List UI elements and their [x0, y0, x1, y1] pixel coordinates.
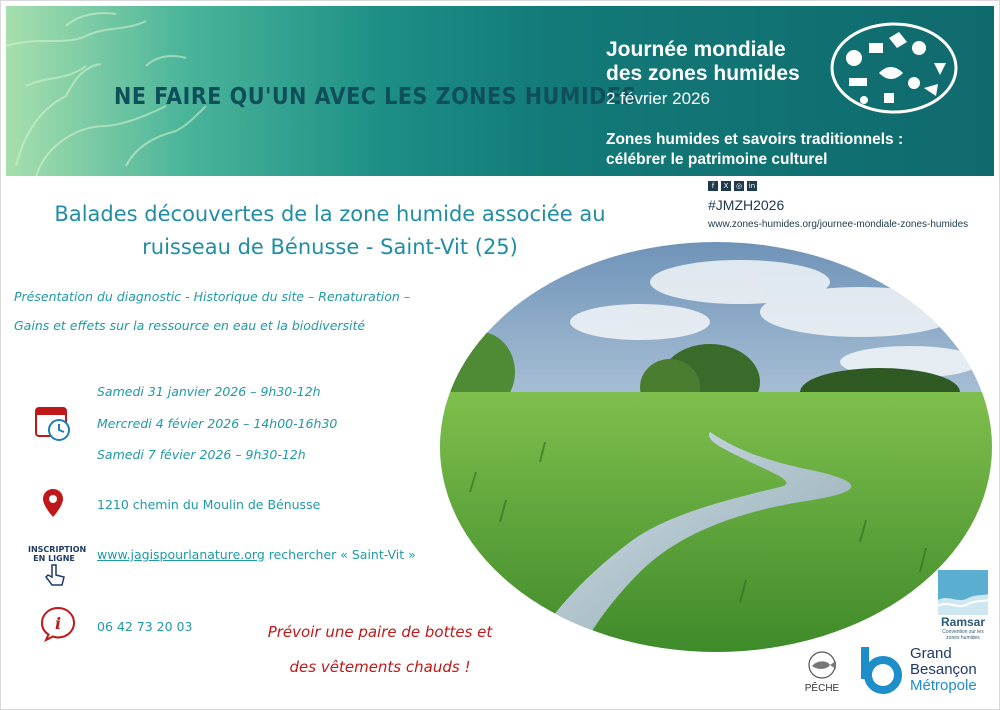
event-theme [606, 130, 903, 170]
inscription-badge [28, 545, 87, 591]
ramsar-caption: Convention sur les zones humides [942, 629, 984, 641]
banner-slogan: NE FAIRE QU'UN AVEC LES ZONES HUMIDES [114, 84, 637, 110]
title-line2: ruisseau de Bénusse - Saint-Vit (25) [142, 235, 518, 259]
page-title [20, 198, 640, 264]
grand-besancon-metropole-logo [910, 646, 977, 694]
date-3: Samedi 7 févier 2026 – 9h30-12h [97, 447, 306, 462]
grand-besancon-b-icon [857, 645, 903, 695]
date-1: Samedi 31 janvier 2026 – 9h30-12h [97, 384, 321, 399]
inscription-badge-line1: INSCRIPTION [28, 545, 87, 554]
calendar-clock-icon [34, 404, 74, 444]
theme-line2: célébrer le patrimoine culturel [606, 151, 828, 168]
fish-icon [802, 650, 842, 680]
event-title-line1: Journée mondiale [606, 38, 786, 61]
event-date: 2 février 2026 [606, 89, 710, 108]
gbm-line2: Besançon [910, 661, 977, 678]
subtitle-line1: Présentation du diagnostic - Historique du site – Renaturation – [14, 289, 411, 304]
event-title [606, 38, 800, 112]
registration-link[interactable]: www.jagispourlanature.org [97, 547, 265, 562]
wetland-landscape-image [440, 242, 992, 652]
social-icons [708, 181, 757, 191]
subtitle-line2: Gains et effets sur la ressource en eau et la biodiversité [14, 318, 366, 333]
gbm-line3: Métropole [910, 677, 977, 694]
address: 1210 chemin du Moulin de Bénusse [97, 497, 321, 512]
wetlands-emblem-icon [824, 18, 964, 118]
date-2: Mercredi 4 févier 2026 – 14h00-16h30 [97, 416, 338, 431]
x-icon[interactable]: X [721, 181, 731, 191]
inscription-badge-line2: EN LIGNE [33, 554, 75, 563]
linkedin-icon[interactable]: in [748, 182, 756, 190]
instagram-icon[interactable]: ◎ [735, 182, 743, 190]
website-url[interactable]: www.zones-humides.org/journee-mondiale-zones-humides [708, 219, 969, 230]
facebook-icon[interactable]: f [708, 181, 718, 191]
phone-number[interactable]: 06 42 73 20 03 [97, 619, 193, 634]
event-title-line2: des zones humides [606, 62, 800, 85]
info-icon [40, 606, 76, 642]
ramsar-label: Ramsar [940, 615, 986, 629]
theme-line1: Zones humides et savoirs traditionnels : [606, 131, 904, 148]
peche-logo [796, 650, 848, 694]
location-pin-icon [42, 488, 64, 518]
header-banner [6, 6, 994, 176]
registration-instruction: rechercher « Saint-Vit » [264, 547, 416, 562]
ramsar-mark [938, 570, 988, 615]
ramsar-logo [938, 570, 988, 641]
inscription-text [97, 547, 416, 562]
peche-label: PÊCHE [804, 683, 840, 694]
wetland-photo [440, 242, 992, 652]
gbm-line1: Grand [910, 645, 952, 662]
notice-line2: des vêtements chauds ! [289, 658, 471, 676]
title-line1: Balades découvertes de la zone humide associée au [54, 202, 606, 226]
pointer-hand-icon [28, 563, 80, 587]
svg-text:i: i [54, 614, 62, 633]
hashtag: #JMZH2026 [708, 197, 785, 213]
notice-line1: Prévoir une paire de bottes et [267, 623, 493, 641]
